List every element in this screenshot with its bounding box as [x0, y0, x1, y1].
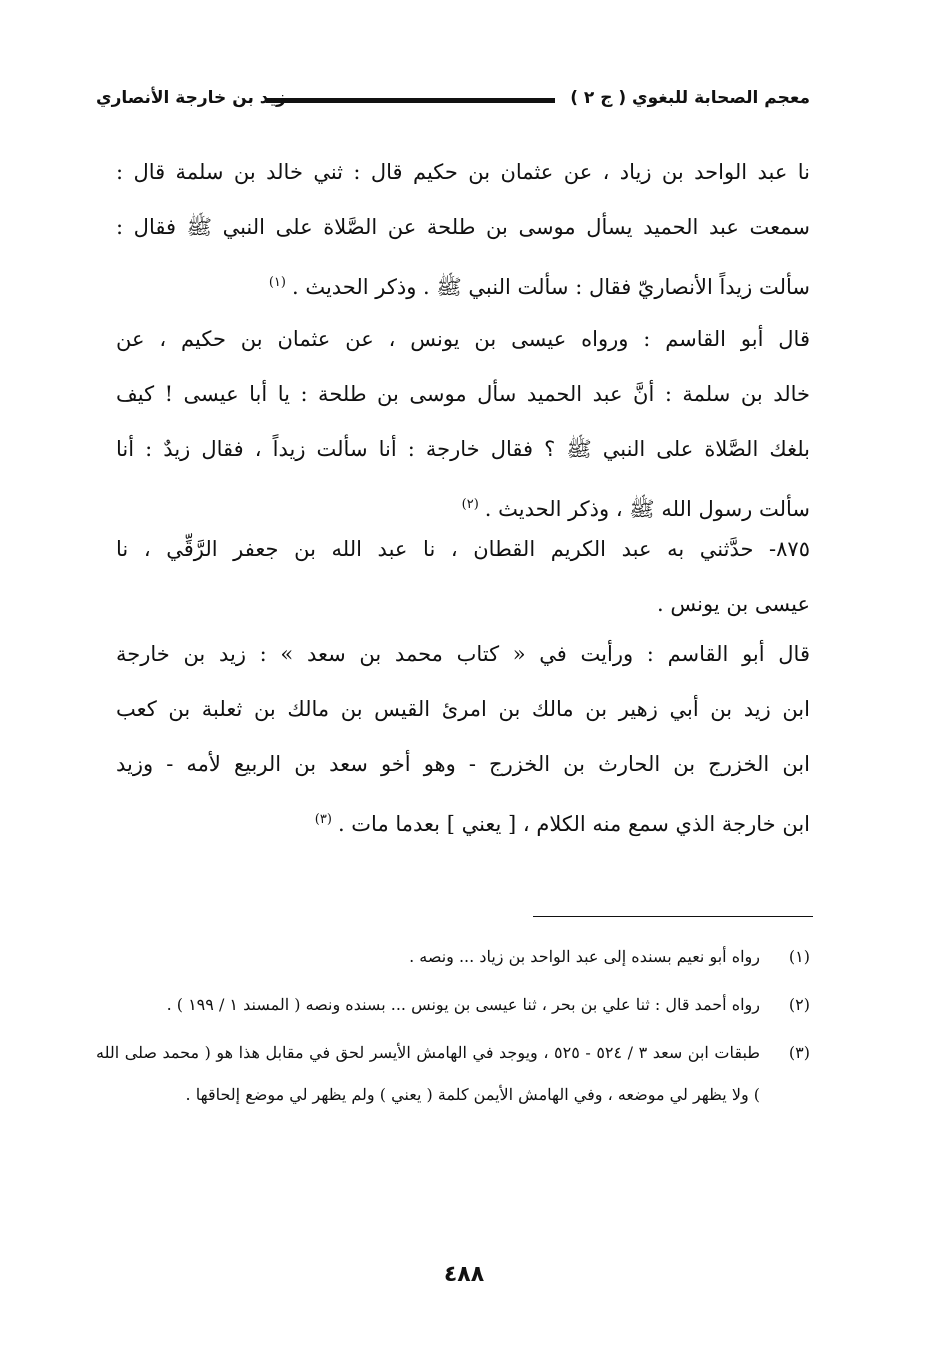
section-title: زيد بن خارجة الأنصاري	[96, 88, 286, 108]
footnote-number: (٣)	[788, 1043, 810, 1062]
footnote-text: رواه أبو نعيم بسنده إلى عبد الواحد بن زياد ... ونصه .	[409, 947, 760, 966]
footnote	[96, 984, 810, 1026]
footnote-ref: (١)	[268, 275, 286, 290]
running-header	[96, 88, 810, 124]
footnote-number: (١)	[788, 947, 810, 966]
text-line: خالد بن سلمة : أنَّ عبد الحميد سأل موسى بن طلحة : يا أبا عيسى ! كيف	[116, 382, 810, 406]
text-line: ابن الخزرج بن الحارث بن الخزرج - وهو أخو سعد بن الربيع لأمه - وزيد	[116, 752, 810, 776]
footnote	[96, 1032, 810, 1116]
footnote-ref: (٣)	[314, 812, 332, 827]
footnote-number: (٢)	[788, 995, 810, 1014]
text-line: عيسى بن يونس .	[657, 592, 810, 616]
page-number: ٤٨٨	[443, 1262, 485, 1287]
paragraph-1	[116, 145, 810, 310]
text-line: نا عبد الواحد بن زياد ، عن عثمان بن حكيم قال : ثني خالد بن سلمة قال :	[116, 160, 810, 184]
text-line: ابن زيد بن أبي زهير بن مالك بن امرئ القيس بن مالك بن ثعلبة بن كعب	[116, 697, 810, 721]
paragraph-3	[116, 522, 810, 632]
footnote-text: طبقات ابن سعد ٣ / ٥٢٤ - ٥٢٥ ، ويوجد في الهامش الأيسر لحق في مقابل هذا هو ( محمد صلى الله ) ولا يظهر لي موضعه ، وفي الهامش الأيمن كلمة ( يعني ) ولم يظهر لي موضع إلحاقها .	[96, 1043, 761, 1104]
text-line: بلغك الصَّلاة على النبي ﷺ ؟ فقال خارجة : أنا سألت زيداً ، فقال زيدٌ : أنا	[116, 437, 810, 461]
footnotes	[96, 936, 810, 1122]
paragraph-2	[116, 312, 810, 532]
footnote-ref: (٢)	[461, 497, 479, 512]
text-line: ٨٧٥- حدَّثني به عبد الكريم القطان ، نا عبد الله بن جعفر الرَّقِّي ، نا	[116, 537, 810, 561]
text-line: سألت زيداً الأنصاريّ فقال : سألت النبي ﷺ . وذكر الحديث .$^{(١)}$	[268, 275, 810, 299]
book-title: معجم الصحابة للبغوي ( ج ٢ )	[570, 88, 810, 108]
paragraph-4	[116, 627, 810, 847]
text-line: قال أبو القاسم : ورأيت في « كتاب محمد بن سعد » : زيد بن خارجة	[116, 642, 810, 666]
text-line: سمعت عبد الحميد يسأل موسى بن طلحة عن الصَّلاة على النبي ﷺ فقال :	[116, 215, 810, 239]
footnote-text: رواه أحمد قال : ثنا علي بن بحر ، ثنا عيسى بن يونس ... بسنده ونصه ( المسند ١ / ١٩٩ ) .	[166, 995, 760, 1014]
footnote-separator	[533, 916, 813, 917]
text-line: قال أبو القاسم : ورواه عيسى بن يونس ، عن عثمان بن حكيم ، عن	[116, 327, 810, 351]
footnote	[96, 936, 810, 978]
text-line: سألت رسول الله ﷺ ، وذكر الحديث .$^{(٢)}$	[461, 497, 810, 521]
text-line: ابن خارجة الذي سمع منه الكلام ، [ يعني ] بعدما مات .$^{(٣)}$	[314, 812, 810, 836]
header-rule	[266, 98, 555, 103]
